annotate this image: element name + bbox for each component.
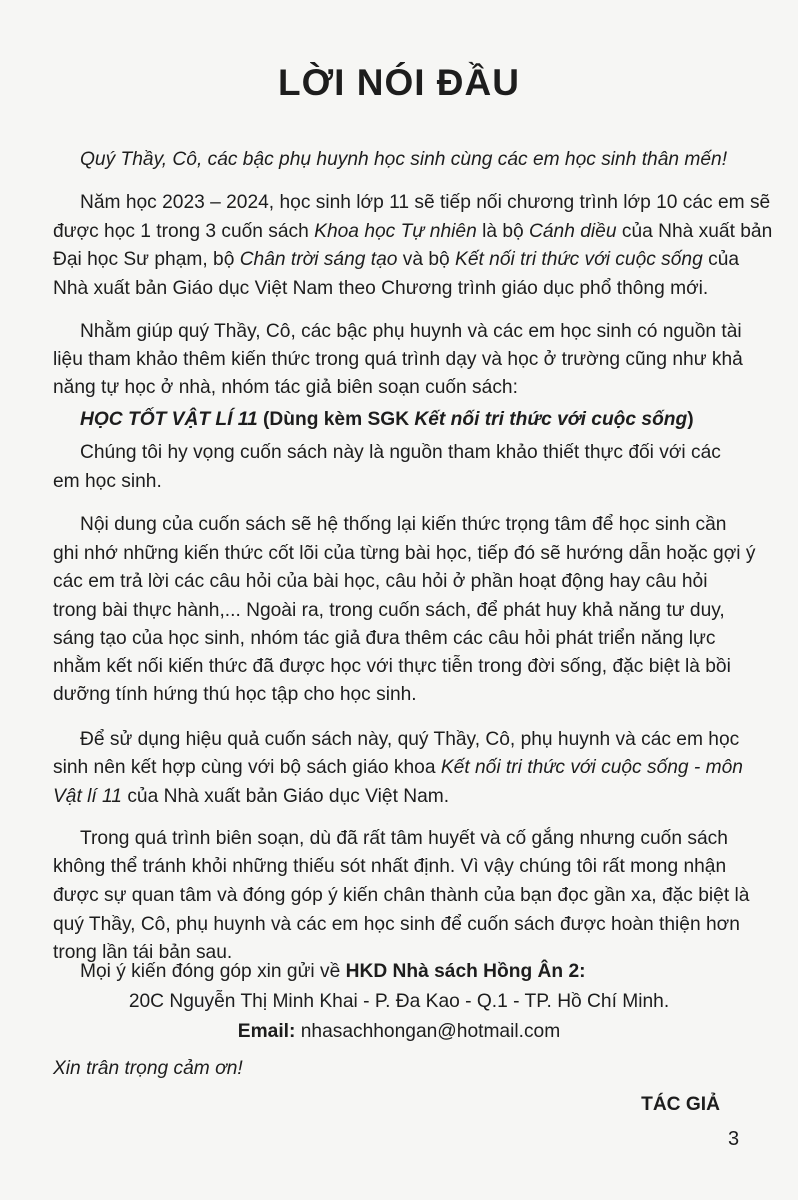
contact-email (0, 1018, 798, 1046)
contact-intro: Mọi ý kiến đóng góp xin gửi về HKD Nhà sách Hồng Ân 2: (80, 961, 586, 983)
email-address: nhasachhongan@hotmail.com (295, 1020, 561, 1042)
book-series-ket-noi: Kết nối tri thức với cuộc sống (455, 249, 703, 271)
closing-line (53, 1054, 749, 1083)
book-title-khoa-hoc: Khoa học Tự nhiên (314, 221, 477, 243)
greeting: Quý Thầy, Cô, các bậc phụ huynh học sinh cùng các em học sinh thân mến! (80, 148, 728, 170)
closing: Xin trân trọng cảm ơn! (53, 1058, 243, 1079)
author-signature: TÁC GIẢ (641, 1094, 720, 1115)
email-label: Email: (237, 1020, 296, 1042)
publisher-name: HKD Nhà sách Hồng Ân 2: (345, 961, 586, 983)
book-title-line: HỌC TỐT VẬT LÍ 11 (Dùng kèm SGK Kết nối tri thức với cuộc sống) (80, 408, 694, 430)
book-title: HỌC TỐT VẬT LÍ 11 (80, 408, 258, 430)
book-series-chan-troi: Chân trời sáng tạo (239, 249, 398, 271)
page-title: LỜI NÓI ĐẦU (278, 62, 520, 103)
document-page: LỜI NÓI ĐẦU Quý Thầy, Cô, các bậc phụ huynh học sinh cùng các em học sinh thân mến! Năm học 2023 – 2024, học sinh lớp 11 sẽ tiếp nối chương trình lớp 10 các em sẽ được học 1 trong 3 cuốn sách Khoa học Tự nhiên là bộ Cánh diều của Nhà xuất bản Đại học Sư phạm, bộ Chân trời sáng tạo và bộ Kết nối tri thức với cuộc sống của Nhà xuất bản Giáo dục Việt Nam theo Chương trình giáo dục phổ thông mới. Nhằm giúp quý Thầy, Cô, các bậc phụ huynh và các em học sinh có nguồn tài liệu tham khảo thêm kiến thức trong quá trình dạy và học ở trường cũng như khả năng tự học ở nhà, nhóm tác giả biên soạn cuốn sách: HỌC TỐT VẬT LÍ 11 (Dùng kèm SGK Kết nối tri thức với cuộc sống) Chúng tôi hy vọng cuốn sách này là nguồn tham khảo thiết thực đối với các em học sinh. Nội dung của cuốn sách sẽ hệ thống lại kiến thức trọng tâm để học sinh cần ghi nhớ những kiến thức cốt lõi của từng bài học, tiếp đó sẽ hướng dẫn hoặc gợi ý các em trả lời các câu hỏi của bài học, câu hỏi ở phần hoạt động hay câu hỏi trong bài thực hành,... Ngoài ra, trong cuốn sách, để phát huy khả năng tư duy, sáng tạo của học sinh, nhóm tác giả đưa thêm các câu hỏi phát triển năng lực nhằm kết nối kiến thức đã được học với thực tiễn trong đời sống, đặc biệt là bồi dưỡng tính hứng thú học tập cho học sinh. Để sử dụng hiệu quả cuốn sách này, quý Thầy, Cô, phụ huynh và các em học sinh nên kết hợp cùng với bộ sách giáo khoa Kết nối tri thức với cuộc sống - môn Vật lí 11 của Nhà xuất bản Giáo dục Việt Nam. Trong quá trình biên soạn, dù đã rất tâm huyết và cố gắng nhưng cuốn sách không thể tránh khỏi những thiếu sót nhất định. Vì vậy chúng tôi rất mong nhận được sự quan tâm và đóng góp ý kiến chân thành của bạn đọc gần xa, đặc biệt là quý Thầy, Cô, phụ huynh và các em học sinh để cuốn sách được hoàn thiện hơn trong lần tái bản sau. Mọi ý kiến đóng góp xin gửi về HKD Nhà sách Hồng Ân 2: 20C Nguyễn Thị Minh Khai - P. Đa Kao - Q.1 - TP. Hồ Chí Minh. Email: nhasachhongan@hotmail.com (0, 0, 798, 1200)
contact-address: 20C Nguyễn Thị Minh Khai - P. Đa Kao - Q.1 - TP. Hồ Chí Minh. (128, 991, 670, 1013)
page-number: 3 (728, 1128, 740, 1150)
book-series-canh-dieu: Cánh diều (529, 221, 617, 243)
